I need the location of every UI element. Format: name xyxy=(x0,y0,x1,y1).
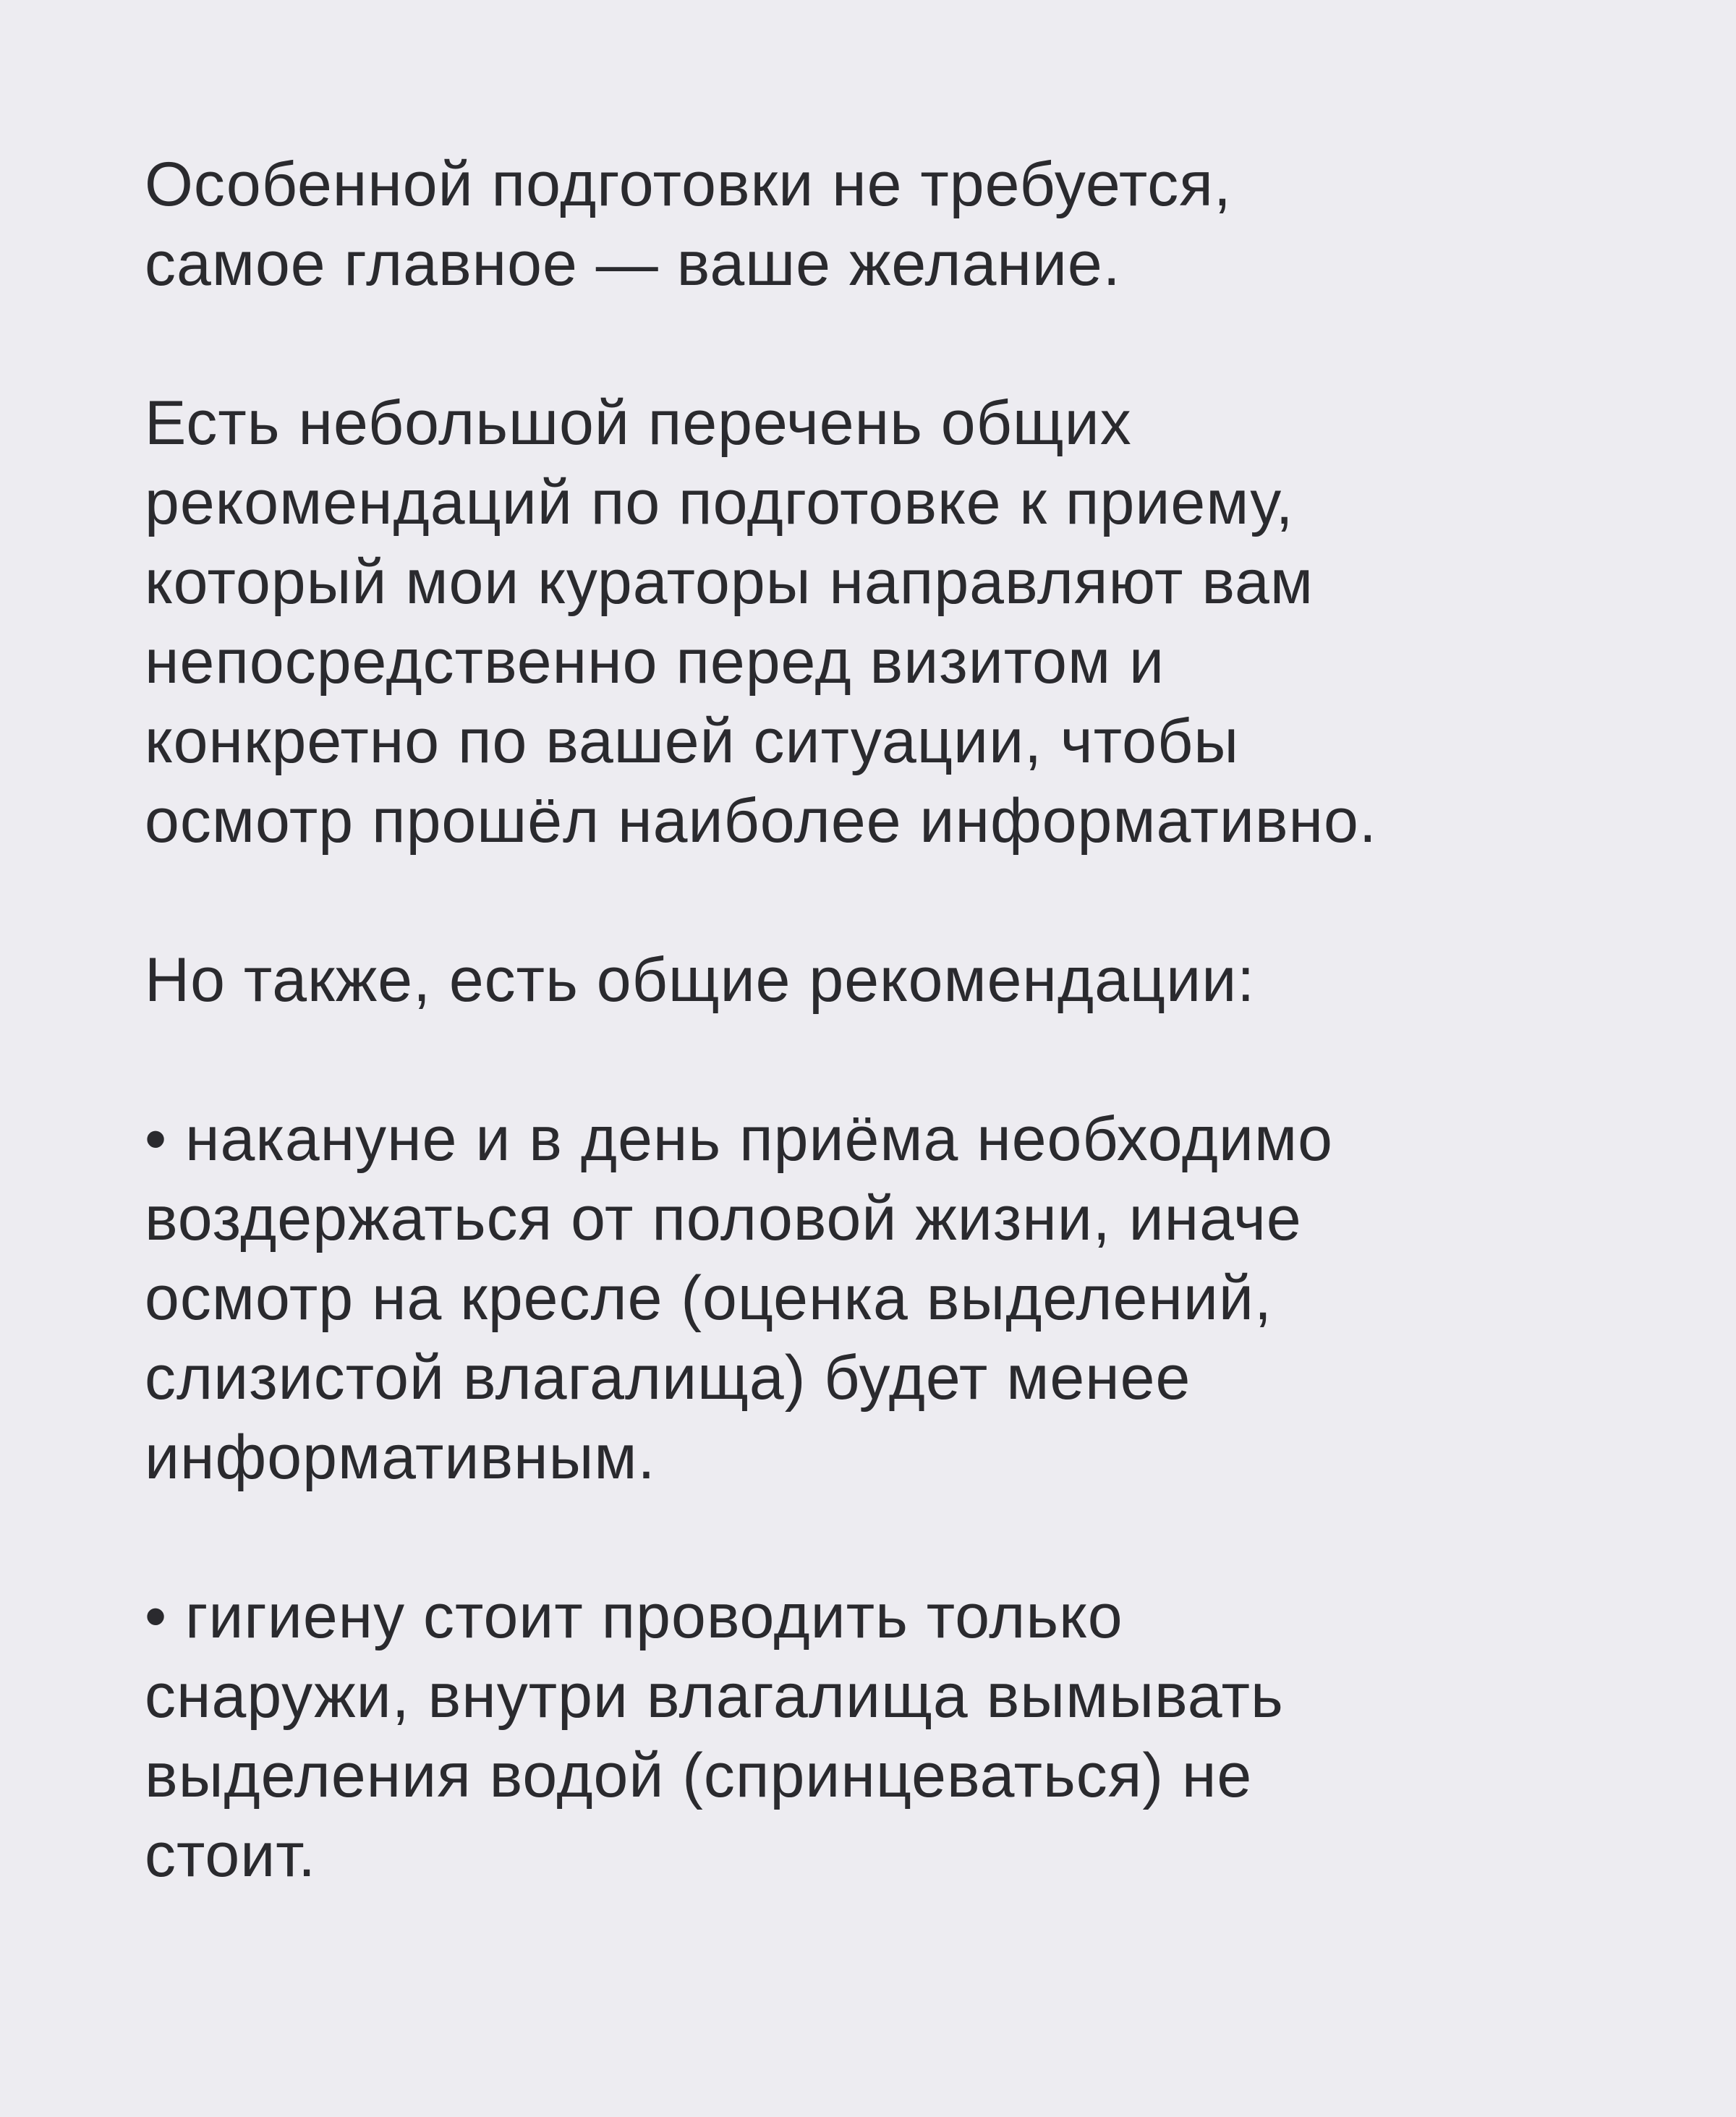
paragraph-spacer xyxy=(145,861,1649,940)
paragraph-spacer xyxy=(145,304,1649,383)
recommendations-paragraph: Есть небольшой перечень общих рекомендаций по подготовке к приему, который мои кураторы направляют вам непосредственно перед визитом и конкретно по вашей ситуации, чтобы осмотр прошёл наиболее информативно. xyxy=(145,388,1377,856)
bullet-item-abstinence: • накануне и в день приёма необходимо воздержаться от половой жизни, иначе осмотр на кресле (оценка выделений, слизистой влагалища) будет менее информативным. xyxy=(145,1104,1333,1492)
paragraph-spacer xyxy=(145,1020,1649,1099)
general-recommendations-heading: Но также, есть общие рекомендации: xyxy=(145,945,1256,1015)
bullet-item-hygiene: • гигиену стоит проводить только снаружи, внутри влагалища вымывать выделения водой (спринцеваться) не стоит. xyxy=(145,1582,1284,1890)
intro-paragraph: Особенной подготовки не требуется, самое главное — ваше желание. xyxy=(145,150,1232,299)
paragraph-spacer xyxy=(145,1497,1649,1577)
